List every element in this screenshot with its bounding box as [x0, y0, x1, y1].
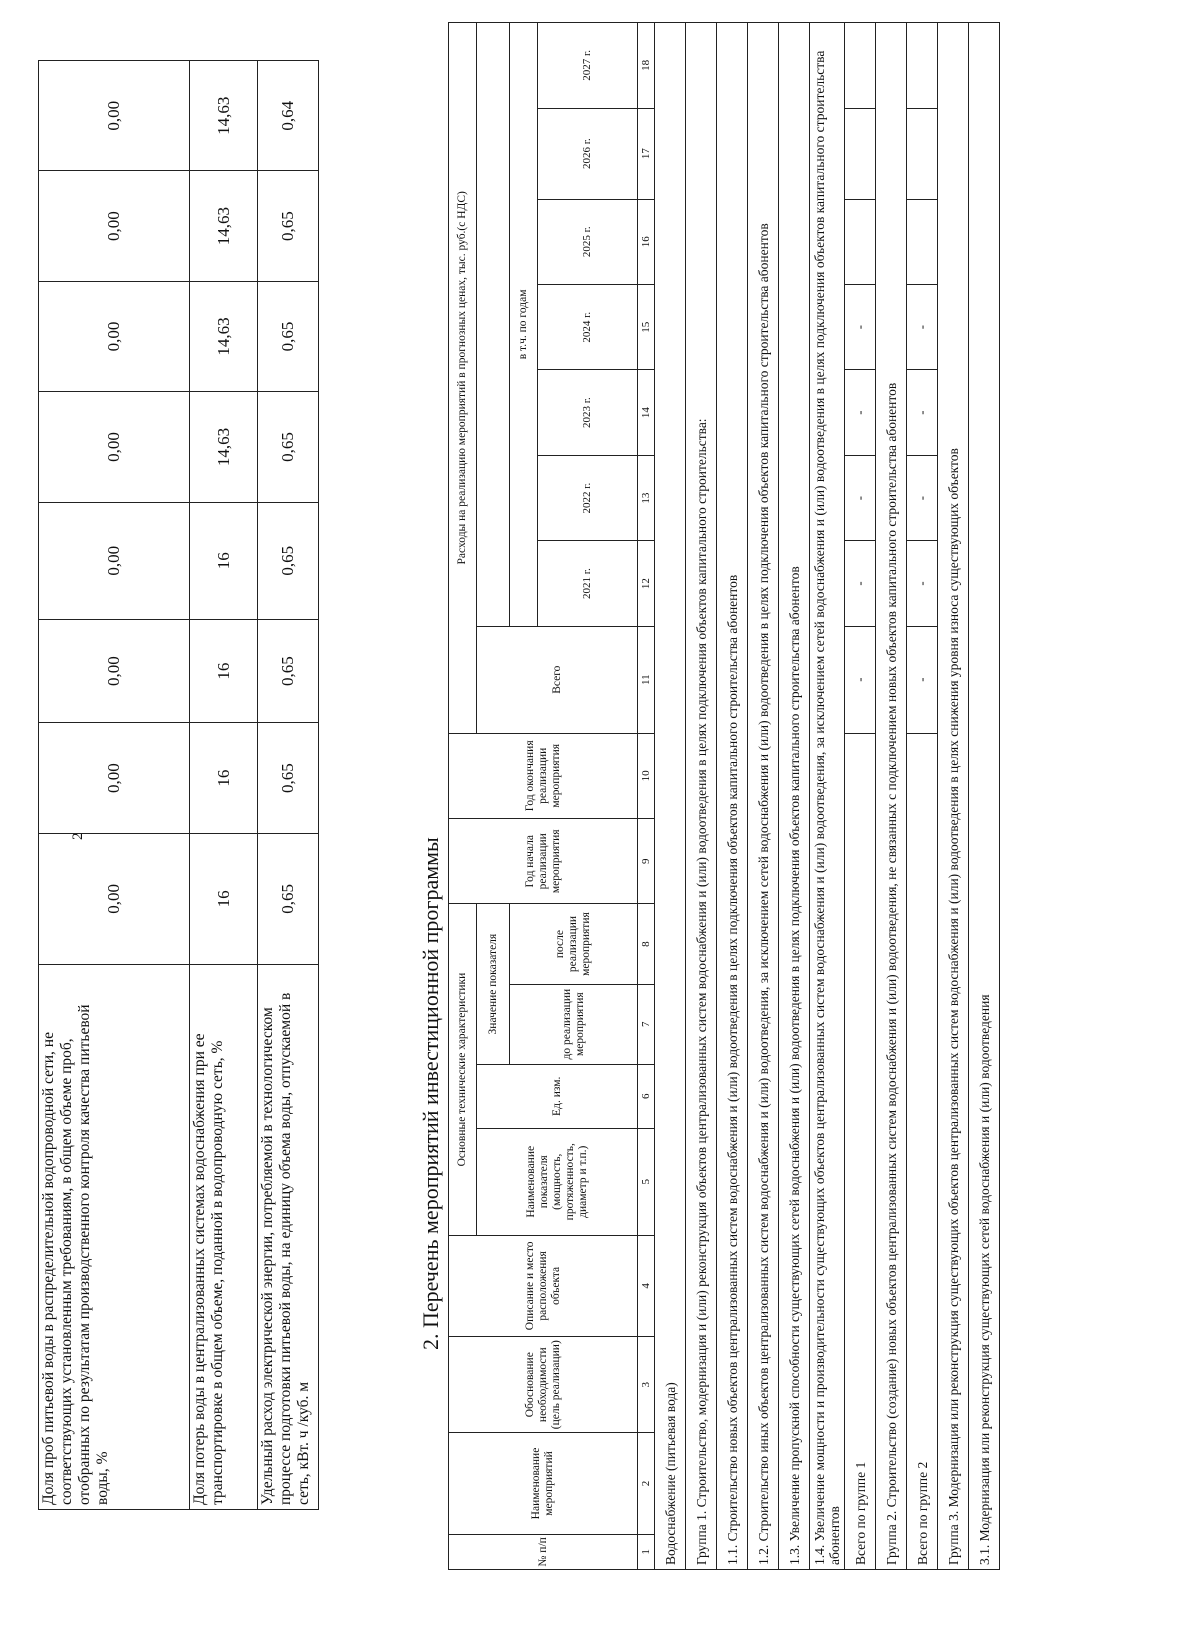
- header-num: № п/п: [449, 1534, 638, 1569]
- header-row: [449, 23, 477, 1570]
- indicator-value: 0,00: [39, 171, 190, 281]
- header-unit: Ед. изм.: [477, 1064, 638, 1128]
- total-value: -: [845, 284, 876, 369]
- column-number: 11: [638, 626, 655, 733]
- header-year: 2022 г.: [538, 455, 638, 540]
- column-number: 13: [638, 455, 655, 540]
- header-year: 2027 г.: [538, 23, 638, 109]
- column-number: 18: [638, 23, 655, 109]
- section-row: [779, 23, 810, 1570]
- section-group-2: Группа 2. Строительство (создание) новых объектов централизованных систем водоснабжения и (или) водоотведения, не связанных с подключением новых объектов капитального строительства абонентов: [876, 23, 907, 1570]
- column-number: 10: [638, 733, 655, 818]
- indicator-label: Доля проб питьевой воды в распределительной водопроводной сети, не соответствующих установленным требованиям, в общем объеме проб, отобранных по результатам производственного контроля качества питьевой воды, %: [39, 964, 190, 1509]
- indicators-table: [38, 60, 319, 1510]
- indicator-value: 0,00: [39, 619, 190, 723]
- indicator-value: 0,64: [258, 61, 319, 171]
- header-before: до реализации мероприятия: [510, 984, 638, 1064]
- indicator-value: 0,00: [39, 502, 190, 619]
- header-end-year: Год окончания реализации мероприятия: [449, 733, 638, 818]
- total-value: -: [907, 541, 938, 626]
- column-number: 3: [638, 1337, 655, 1433]
- section-3-1: 3.1. Модернизация или реконструкция существующих сетей водоснабжения и (или) водоотведения: [969, 23, 1000, 1570]
- header-year: 2025 г.: [538, 199, 638, 284]
- total-value-empty: [845, 199, 876, 284]
- header-costs: Расходы на реализацию мероприятий в прогнозных ценах, тыс. руб.(с НДС): [449, 23, 477, 734]
- indicator-value: 0,65: [258, 502, 319, 619]
- section-1-4: 1.4. Увеличение мощности и производительности существующих объектов централизованных систем водоснабжения и (или) водоотведения, за исключением сетей водоснабжения и (или) водоотведения в целях подключения объектов капитального строительства абонентов: [810, 23, 845, 1570]
- total-value-empty: [907, 199, 938, 284]
- total-value: -: [845, 541, 876, 626]
- total-group-2-label: Всего по группе 2: [907, 733, 938, 1569]
- section-row: [717, 23, 748, 1570]
- total-value: -: [907, 455, 938, 540]
- column-number: 6: [638, 1064, 655, 1128]
- total-value: -: [845, 370, 876, 455]
- investment-program-table: [448, 22, 1000, 1570]
- indicator-value: 0,00: [39, 723, 190, 833]
- indicator-row: [258, 61, 319, 1510]
- indicator-value: 16: [190, 833, 258, 964]
- total-value: -: [907, 626, 938, 733]
- section-row: [655, 23, 686, 1570]
- section-1-1: 1.1. Строительство новых объектов централизованных систем водоснабжения и (или) водоотведения в целях подключения объектов капитального строительства абонентов: [717, 23, 748, 1570]
- total-value: -: [845, 455, 876, 540]
- header-year: 2021 г.: [538, 541, 638, 626]
- indicator-row: [39, 61, 190, 1510]
- indicator-value: 0,65: [258, 392, 319, 502]
- indicator-value: 14,63: [190, 281, 258, 391]
- section-group-1: Группа 1. Строительство, модернизация и (или) реконструкция объектов централизованных систем водоснабжения и (или) водоотведения в целях подключения объектов капитального строительства:: [686, 23, 717, 1570]
- column-number: 8: [638, 904, 655, 984]
- section-row: [969, 23, 1000, 1570]
- total-group-1-label: Всего по группе 1: [845, 733, 876, 1569]
- header-indicator-name: Наименование показателя (мощность, протяженность, диаметр и т.п.): [477, 1128, 638, 1235]
- column-numbers-row: [638, 23, 655, 1570]
- indicator-value: 0,00: [39, 281, 190, 391]
- section-row: [686, 23, 717, 1570]
- header-justification: Обоснование необходимости (цель реализации): [449, 1337, 638, 1433]
- page-number: 2: [70, 832, 86, 840]
- indicator-value: 16: [190, 619, 258, 723]
- indicator-label: Доля потерь воды в централизованных системах водоснабжения при ее транспортировке в общем объеме, поданной в водопроводную сеть, %: [190, 964, 258, 1509]
- header-indicator-value: Значение показателя: [477, 904, 510, 1064]
- header-year: 2024 г.: [538, 284, 638, 369]
- total-row: [845, 23, 876, 1570]
- indicator-value: 0,00: [39, 61, 190, 171]
- column-number: 15: [638, 284, 655, 369]
- column-number: 5: [638, 1128, 655, 1235]
- indicator-value: 0,65: [258, 171, 319, 281]
- indicator-value: 0,65: [258, 619, 319, 723]
- column-number: 4: [638, 1235, 655, 1336]
- header-tech: Основные технические характеристики: [449, 904, 477, 1235]
- section-water-supply: Водоснабжение (питьевая вода): [655, 23, 686, 1570]
- total-value: -: [907, 370, 938, 455]
- indicator-label: Удельный расход электрической энергии, потребляемой в технологическом процессе подготовки питьевой воды, на единицу объема воды, отпускаемой в сеть, кВт. ч /куб. м: [258, 964, 319, 1509]
- column-number: 17: [638, 108, 655, 199]
- total-row: [907, 23, 938, 1570]
- column-number: 16: [638, 199, 655, 284]
- indicator-value: 14,63: [190, 61, 258, 171]
- total-value-empty: [907, 23, 938, 109]
- column-number: 2: [638, 1433, 655, 1534]
- section-row: [748, 23, 779, 1570]
- indicator-value: 16: [190, 502, 258, 619]
- indicator-value: 14,63: [190, 171, 258, 281]
- section-title: 2. Перечень мероприятий инвестиционной программы: [418, 837, 443, 1350]
- indicator-value: 0,65: [258, 281, 319, 391]
- column-number: 12: [638, 541, 655, 626]
- total-value: -: [845, 626, 876, 733]
- column-number: 9: [638, 819, 655, 904]
- section-1-3: 1.3. Увеличение пропускной способности существующих сетей водоснабжения и (или) водоотведения в целях подключения объектов капитального строительства абонентов: [779, 23, 810, 1570]
- total-value: -: [907, 284, 938, 369]
- section-row: [938, 23, 969, 1570]
- column-number: 7: [638, 984, 655, 1064]
- header-description: Описание и место расположения объекта: [449, 1235, 638, 1336]
- section-1-2: 1.2. Строительство иных объектов централизованных систем водоснабжения и (или) водоотведения, за исключением сетей водоснабжения и (или) водоотведения в целях подключения объектов капитального строительства абонентов: [748, 23, 779, 1570]
- column-number: 1: [638, 1534, 655, 1569]
- header-by-years: в т.ч. по годам: [510, 23, 538, 627]
- header-year: 2023 г.: [538, 370, 638, 455]
- indicator-value: 14,63: [190, 392, 258, 502]
- total-value-empty: [907, 108, 938, 199]
- indicator-value: 16: [190, 723, 258, 833]
- total-value-empty: [845, 23, 876, 109]
- section-row: [810, 23, 845, 1570]
- header-year: 2026 г.: [538, 108, 638, 199]
- section-group-3: Группа 3. Модернизация или реконструкция существующих объектов централизованных систем водоснабжения и (или) водоотведения в целях снижения уровня износа существующих объектов: [938, 23, 969, 1570]
- indicator-value: 0,65: [258, 723, 319, 833]
- indicator-value: 0,00: [39, 392, 190, 502]
- header-after: после реализации мероприятия: [510, 904, 638, 984]
- section-row: [876, 23, 907, 1570]
- indicator-value: 0,00: [39, 833, 190, 964]
- header-start-year: Год начала реализации мероприятия: [449, 819, 638, 904]
- indicator-row: [190, 61, 258, 1510]
- total-value-empty: [845, 108, 876, 199]
- header-empty: [477, 23, 510, 627]
- indicator-value: 0,65: [258, 833, 319, 964]
- header-name: Наименование мероприятий: [449, 1433, 638, 1534]
- column-number: 14: [638, 370, 655, 455]
- header-total: Всего: [477, 626, 638, 733]
